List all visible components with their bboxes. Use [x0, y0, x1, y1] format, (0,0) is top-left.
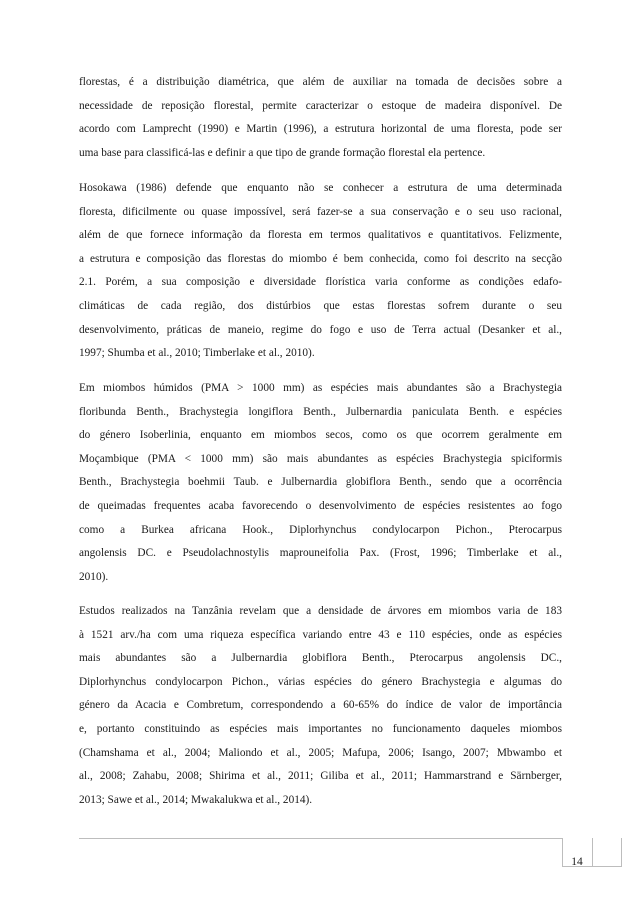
- text-line: Hosokawa (1986) defende que enquanto não se conhecer a estrutura de uma determinada: [79, 182, 562, 194]
- text-line: além de que fornece informação da floresta em termos qualitativos e quantitativos. Felizmente,: [79, 229, 562, 242]
- text-line: do género Isoberlinia, enquanto em miombos secos, como os que ocorrem geralmente em: [79, 429, 562, 442]
- text-line: Diplorhynchus condylocarpon Pichon., várias espécies do género Brachystegia e algumas do: [79, 675, 562, 688]
- page-number: 14: [571, 856, 583, 868]
- text-line: 2010).: [79, 570, 109, 583]
- text-line: floresta, dificilmente ou quase impossível, será fazer-se a sua conservação e o seu uso racional,: [79, 205, 562, 218]
- text-line: climáticas de cada região, dos distúrbios que estas florestas sofrem durante o seu: [79, 299, 562, 312]
- text-line: desenvolvimento, práticas de maneio, regime do fogo e uso de Terra actual (Desanker et al.,: [79, 323, 562, 336]
- text-line: Benth., Brachystegia boehmii Taub. e Julbernardia globiflora Benth., sendo que a ocorrência: [79, 476, 562, 489]
- text-line: género da Acacia e Combretum, correspondendo a 60-65% do índice de valor de importância: [79, 699, 562, 712]
- paragraph-diametric-distribution: [79, 71, 562, 165]
- text-line: Em miombos húmidos (PMA > 1000 mm) as espécies mais abundantes são a Brachystegia: [79, 382, 562, 394]
- text-line: e, portanto constituindo as espécies mais importantes no funcionamento daqueles miombos: [79, 722, 562, 735]
- text-line: al., 2008; Zahabu, 2008; Shirima et al., 2011; Giliba et al., 2011; Hammarstrand e Särnberger,: [79, 770, 562, 783]
- text-line: à 1521 arv./ha com uma riqueza específica variando entre 43 e 110 espécies, onde as espécies: [79, 628, 562, 641]
- text-line: 2.1. Porém, a sua composição e diversidade florística varia conforme as condições edafo-: [79, 276, 562, 289]
- text-line: florestas, é a distribuição diamétrica, que além de auxiliar na tomada de decisões sobre a: [79, 76, 562, 88]
- text-line: (Chamshama et al., 2004; Maliondo et al., 2005; Mafupa, 2006; Isango, 2007; Mbwambo et: [79, 746, 562, 759]
- text-line: a estrutura e composição das florestas do miombo é bem conhecida, como foi descrito na secção: [79, 252, 562, 265]
- text-line: 1997; Shumba et al., 2010; Timberlake et al., 2010).: [79, 347, 315, 360]
- footer-rule: [79, 838, 562, 839]
- text-line: acordo com Lamprecht (1990) e Martin (1996), a estrutura horizontal de uma floresta, pode ser: [79, 123, 562, 136]
- text-line: angolensis DC. e Pseudolachnostylis maprouneifolia Pax. (Frost, 1996; Timberlake et al.,: [79, 547, 562, 560]
- text-line: como a Burkea africana Hook., Diplorhynchus condylocarpon Pichon., Pterocarpus: [79, 523, 562, 536]
- text-line: Estudos realizados na Tanzânia revelam que a densidade de árvores em miombos varia de 183: [79, 605, 562, 617]
- text-line: floribunda Benth., Brachystegia longiflora Benth., Julbernardia paniculata Benth. e espécies: [79, 405, 562, 418]
- paragraph-hosokawa: [79, 177, 562, 366]
- page-number-divider: [592, 838, 593, 867]
- text-line: uma base para classificá-las e definir a que tipo de grande formação florestal ela pertence.: [79, 146, 486, 159]
- text-line: de queimadas frequentes acaba favorecendo o desenvolvimento de espécies resistentes ao fogo: [79, 499, 562, 512]
- text-line: Moçambique (PMA < 1000 mm) são mais abundantes as espécies Brachystegia spiciformis: [79, 452, 562, 465]
- paragraph-miombo-species: [79, 377, 562, 589]
- text-line: 2013; Sawe et al., 2014; Mwakalukwa et al., 2014).: [79, 793, 313, 806]
- paragraph-tanzania-studies: [79, 600, 562, 812]
- text-line: necessidade de reposição florestal, permite caracterizar o estoque de madeira disponível. De: [79, 99, 562, 112]
- text-line: mais abundantes são a Julbernardia globiflora Benth., Pterocarpus angolensis DC.,: [79, 652, 562, 665]
